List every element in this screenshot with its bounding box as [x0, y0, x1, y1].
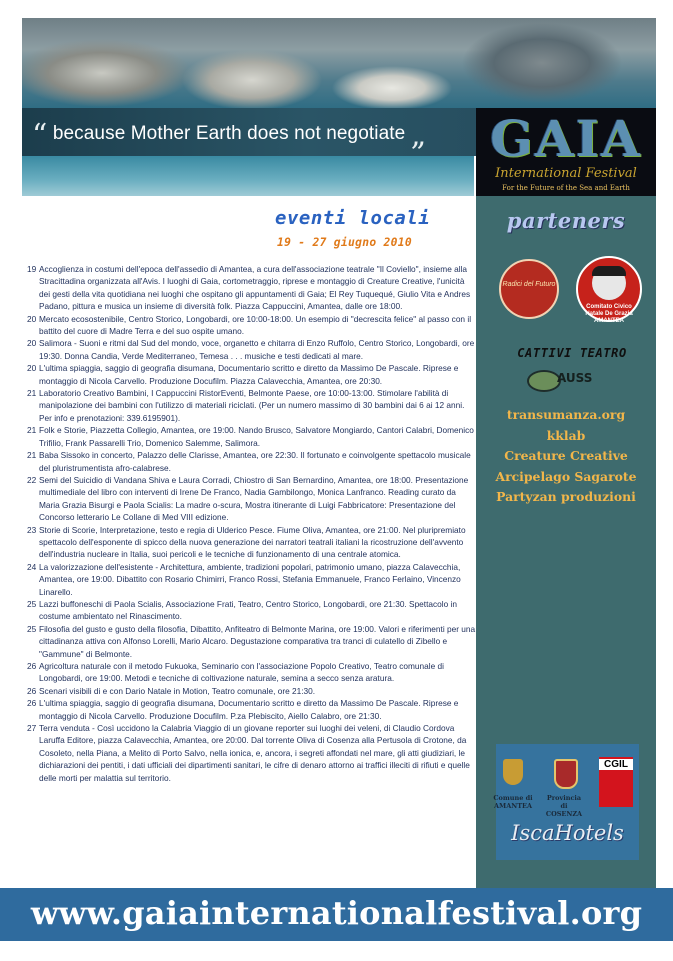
- partner-org: kklab: [546, 427, 586, 443]
- badge1-label: Radici del Futuro: [502, 281, 556, 288]
- event-text: Scenari visibili di e con Dario Natale in Motion, Teatro comunale, ore 21:30.: [39, 685, 316, 696]
- comitato-civico-logo: [576, 256, 642, 322]
- event-text: Folk e Storie, Piazzetta Collegio, Amantea, ore 19:00. Nando Brusco, Salvatore Mongiardo, Cantori Calabri, Domenico Trifilio, Frank Passarelli Trio, Domenico Salemme, Salimora.: [39, 425, 474, 448]
- event-item: [27, 685, 477, 697]
- cgil-logo: [599, 757, 633, 807]
- event-day: 20: [27, 338, 37, 349]
- event-item: [27, 722, 477, 784]
- event-day: 21: [27, 425, 37, 436]
- tagline-text: because Mother Earth does not negotiate: [52, 123, 406, 144]
- event-text: La valorizzazione dell'esistente - Architettura, ambiente, tradizioni popolari, patrimonio umano, piazza Calavecchia, Amantea, ore 19:00. Dibattito con Rosario Chimirri, Franco Rossi, Stefania Emmanuele, Franco Ferlaino, Vincenzo Linarello.: [39, 561, 461, 597]
- event-day: 25: [27, 623, 37, 634]
- event-day: 23: [27, 524, 37, 535]
- header-photo: [22, 18, 656, 108]
- event-item: [27, 387, 477, 424]
- event-text: Agricoltura naturale con il metodo Fukuoka, Seminario con l'associazione Popolo Creativo, Teatro comunale di Longobardi, ore 19:00. Metodi e tecniche di coltivazione naturale, semina a secco senza aratura.: [39, 661, 444, 684]
- event-day: 21: [27, 388, 37, 399]
- event-item: [27, 362, 477, 387]
- event-day: 22: [27, 474, 37, 485]
- sea-band: [22, 156, 474, 196]
- radici-del-futuro-logo: [499, 259, 559, 319]
- comune-label: Comune di AMANTEA: [493, 794, 533, 810]
- event-text: Terra venduta - Così uccidono la Calabria Viaggio di un giovane reporter sui luoghi dei veleni, di Claudio Cordova Laruffa Editore, piazza Calavecchia, Amantea, ore 20:00. Dal torrente Oliva di Cosenza alla Pertusola di Crotone, da Cosoleto, nella Piana, a Melito di Porto Salvo, nella ionica, e, ancora, i segreti affondati nel mare, gli atti giudiziari, le dichiarazioni dei pentiti, i dati ufficiali dei dipartimenti sanitari, le cifre di denaro attorno ai traffici illeciti di rifiuti e quelle delle morti per malattia sul territorio.: [39, 723, 470, 783]
- partner-org: Arcipelago Sagarote: [495, 468, 637, 484]
- events-title: eventi locali: [275, 207, 431, 229]
- partners-title: parteners: [506, 208, 626, 233]
- provincia-label: Provincia di COSENZA: [545, 794, 583, 818]
- partner-org: Partyzan produzioni: [496, 489, 636, 505]
- event-item: [27, 598, 477, 623]
- event-day: 25: [27, 598, 37, 609]
- logo-tagline: For the Future of the Sea and Earth: [502, 184, 630, 192]
- event-text: Baba Sissoko in concerto, Palazzo delle Clarisse, Amantea, ore 22:30. Il fortunato e coinvolgente spettacolo musicale del pluristrumentista afro-calabrese.: [39, 450, 471, 473]
- event-item: [27, 524, 477, 561]
- events-dates: 19 - 27 giugno 2010: [277, 236, 412, 249]
- event-day: 26: [27, 661, 37, 671]
- events-list: [27, 263, 477, 784]
- cap-icon: [592, 266, 626, 276]
- event-item: [27, 697, 477, 722]
- event-day: 20: [27, 313, 37, 324]
- logo-subtitle: International Festival: [495, 166, 637, 181]
- partner-org: Creature Creative: [504, 448, 628, 464]
- partner-org: transumanza.org: [506, 407, 626, 422]
- event-day: 19: [27, 264, 37, 274]
- event-day: 27: [27, 723, 37, 734]
- cosenza-crest-icon: [554, 759, 578, 789]
- event-text: Storie di Scorie, Interpretazione, testo e regia di Ulderico Pesce. Fiume Oliva, Amantea, ore 21:00. Nel pluripremiato spettacolo dell'esponente di spicco della nuova generazione dei narratori teatrali italiani la ricostruzione dell'avvento dell'industria nucleare in Italia, suoi pericoli e le tecniche di funzionamento di una centrale atomica.: [39, 524, 466, 560]
- auss-label: AUSS: [557, 371, 593, 385]
- logo-title: GAIA: [490, 109, 642, 168]
- event-item: [27, 313, 477, 338]
- event-item: [27, 623, 477, 660]
- cgil-label: CGIL: [599, 759, 633, 770]
- event-item: [27, 337, 477, 362]
- event-text: Laboratorio Creativo Bambini, I Cappuccini RistorEventi, Belmonte Paese, ore 10:00-13:00. Stimolare l'abilità di manipolazione dei bambini con l'utilizzo di materiali riciclati. (Per un numero massimo di 30 bambini dai 6 ai 12 anni. Per info e prenotazioni: 339.6195901).: [39, 388, 465, 423]
- event-item: [27, 660, 477, 685]
- open-quote-mark: “: [32, 118, 48, 153]
- gaia-logo: [476, 108, 656, 196]
- event-item: [27, 424, 477, 449]
- event-text: Mercato ecosostenibile, Centro Storico, Longobardi, ore 10:00-18:00. Un esempio di "decrescita felice" al passo con il battito del cuore di Madre Terra e del suo ospite umano.: [39, 313, 472, 337]
- partner-org-list: [476, 405, 656, 508]
- isca-hotels-logo: IscaHotels: [511, 821, 624, 845]
- tagline-quote: [32, 118, 426, 153]
- event-text: Semi del Suicidio di Vandana Shiva e Laura Corradi, Chiostro di San Bernardino, Amantea, ore 18:00. Presentazione multimediale del libro con interventi di Irene De Franco, Nadia Gambilongo, Monica Lanfranco. Reading curato da Maria Grazia Bisurgi e Paola Scialis: La madre o-scura, Mostra itinerante di Luigi Fabbricatore: Presentazione del Concorso letterario Le Collane di Med VIII edizione.: [39, 474, 469, 523]
- website-link[interactable]: www.gaiainternationalfestival.org: [30, 894, 643, 932]
- event-text: Lazzi buffoneschi di Paola Scialis, Associazione Frati, Teatro, Centro Storico, Longobardi, ore 21:30. Spettacolo in costume ambientato nel Rinascimento.: [39, 598, 458, 622]
- event-item: [27, 561, 477, 598]
- event-day: 20: [27, 363, 37, 374]
- badge2-label: Comitato Civico Natale De Grazia AMANTEA: [585, 304, 633, 324]
- amantea-crest-icon: [503, 759, 523, 785]
- event-text: Filosofia del gusto e gusto della filosofia, Dibattito, Anfiteatro di Belmonte Marina, ore 19:00. Valori e riferimenti per una cittadinanza attiva con Alfonso Lorelli, Mario Alcaro. Degustazione comparativa tra tranci di culatello di Zibello e "Gammune" di Belmonte.: [39, 623, 476, 659]
- event-text: Salimora - Suoni e ritmi dal Sud del mondo, voce, organetto e chitarra di Enzo Ruffolo, Centro Storico, Longobardi, ore 19:30. Donna Candia, Verde Mediterraneo, Temesa . . . musiche e testi dedicati al mare.: [39, 338, 475, 361]
- event-day: 26: [27, 698, 37, 709]
- event-text: L'ultima spiaggia, saggio di geografia disumana, Documentario scritto e diretto da Massimo De Pascale. Riprese e montaggio di Nicola Carvello. Produzione Docufilm. P.za Plebiscito, Aiello Calabro, ore 21:30.: [39, 698, 459, 721]
- cattivi-teatro-logo: CATTIVI TEATRO: [517, 346, 627, 360]
- event-item: [27, 474, 477, 524]
- event-day: 24: [27, 561, 37, 572]
- event-day: 21: [27, 450, 37, 461]
- auss-logo: [527, 368, 617, 392]
- event-item: [27, 449, 477, 474]
- event-item: [27, 263, 477, 313]
- event-text: L'ultima spiaggia, saggio di geografia disumana, Documentario scritto e diretto da Massimo De Pascale. Riprese e montaggio di Nicola Carvello. Produzione Docufilm. Piazza Calavecchia, Amantea, ore 20:30.: [39, 363, 459, 386]
- event-day: 26: [27, 685, 37, 696]
- close-quote-mark: „: [410, 118, 427, 153]
- event-text: Accoglienza in costumi dell'epoca dell'assedio di Amantea, a cura dell'associazione teatrale "Il Coviello", insieme alla Stracittadina organizzata all'Avis. I luoghi di Gaia, cortometraggio, riprese e montaggio di Creature Creative, l'unicità dei gesti della vita quotidiana nei luoghi che ospitano gli appuntamenti di Gaia; El Rey Tuquequé, Giulio Vita e Andres Padano, pittura e musica un insieme di diversità folk. Piazza Cappuccini, Amantea, dalle ore 18:00.: [39, 264, 471, 312]
- leaf-icon: [527, 370, 561, 392]
